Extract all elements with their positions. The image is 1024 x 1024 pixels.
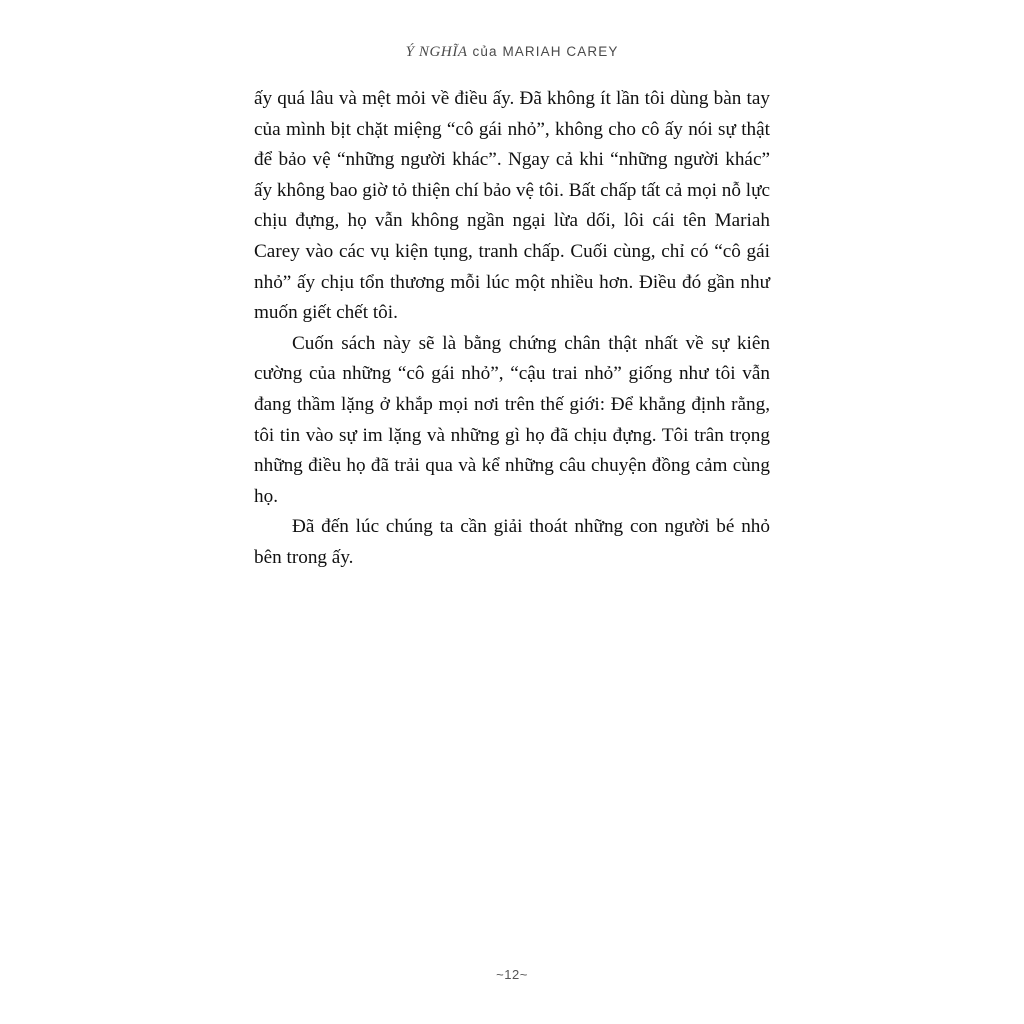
- running-head-book-title: Ý NGHĨA: [405, 44, 468, 60]
- paragraph-1: ấy quá lâu và mệt mỏi về điều ấy. Đã không ít lần tôi dùng bàn tay của mình bịt chặt miệng “cô gái nhỏ”, không cho cô ấy nói sự thật để bảo vệ “những người khác”. Ngay cả khi “những người khác” ấy không bao giờ tỏ thiện chí bảo vệ tôi. Bất chấp tất cả mọi nỗ lực chịu đựng, họ vẫn không ngần ngại lừa dối, lôi cái tên Mariah Carey vào các vụ kiện tụng, tranh chấp. Cuối cùng, chỉ có “cô gái nhỏ” ấy chịu tổn thương mỗi lúc một nhiều hơn. Điều đó gần như muốn giết chết tôi.: [254, 88, 770, 324]
- body-text: [254, 84, 770, 574]
- running-head-author: của MARIAH CAREY: [472, 44, 619, 59]
- page-number: ~12~: [496, 967, 528, 982]
- paragraph-2: Cuốn sách này sẽ là bằng chứng chân thật nhất về sự kiên cường của những “cô gái nhỏ”, “cậu trai nhỏ” giống như tôi vẫn đang thầm lặng ở khắp mọi nơi trên thế giới: Để khẳng định rằng, tôi tin vào sự im lặng và những gì họ đã chịu đựng. Tôi trân trọng những điều họ đã trải qua và kể những câu chuyện đồng cảm cùng họ.: [254, 332, 770, 507]
- paragraph-3: Đã đến lúc chúng ta cần giải thoát những con người bé nhỏ bên trong ấy.: [254, 516, 770, 568]
- running-head: [0, 44, 1024, 61]
